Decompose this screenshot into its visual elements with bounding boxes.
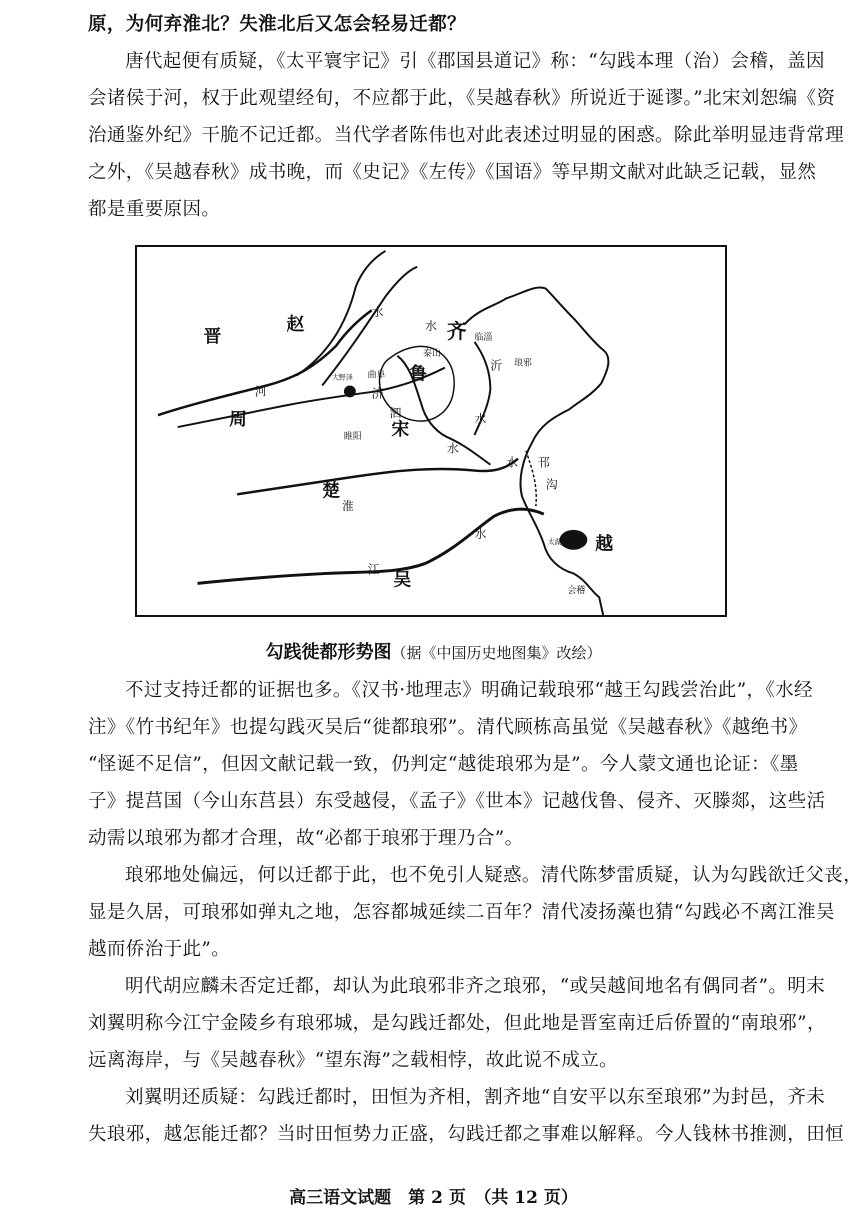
text-line: 原，为何弃淮北？失淮北后又怎会轻易迁都？ xyxy=(88,14,467,35)
text-line: 明代胡应麟未否定迁都，却认为此琅邪非齐之琅邪，“或吴越间地名有偶同者”。明末 xyxy=(125,976,826,997)
label-shui-2: 水 xyxy=(425,319,437,334)
label-qufu: 曲阜 xyxy=(367,370,386,381)
text-line: 显是久居，可琅邪如弹丸之地，怎容都城延续二百年？清代凌扬藻也猜“勾践必不离江淮吴 xyxy=(88,902,835,923)
river-hangou xyxy=(526,451,536,506)
label-zhao: 赵 xyxy=(286,314,305,336)
text-line: 越而侨治于此”。 xyxy=(88,939,231,960)
map-figure xyxy=(135,245,727,617)
label-yi: 沂 xyxy=(490,358,503,373)
dayeze-lake xyxy=(344,385,356,397)
label-jiang: 江 xyxy=(367,562,380,577)
text-line: 唐代起便有质疑，《太平寰宇记》引《郡国县道记》称：“勾践本理（治）会稽，盖因 xyxy=(125,51,825,72)
paragraph-tianheng xyxy=(88,1079,845,1153)
paragraph-doubts xyxy=(88,43,845,228)
page-footer: 高三语文试题 第 2 页 （共 12 页） xyxy=(289,1188,578,1208)
label-taishan: 泰山 xyxy=(423,348,441,359)
text-line: 远离海岸，与《吴越春秋》“望东海”之载相悖，故此说不成立。 xyxy=(88,1050,619,1071)
label-shui-1: 水 xyxy=(371,305,384,320)
label-wu: 吴 xyxy=(393,569,412,591)
intro-paragraph xyxy=(88,6,788,43)
label-huai: 淮 xyxy=(341,499,354,514)
label-shui-5: 水 xyxy=(506,455,519,470)
label-zhou: 周 xyxy=(229,409,248,431)
paragraph-remote xyxy=(88,857,863,968)
paragraph-support xyxy=(88,672,826,857)
text-line: 失琅邪，越怎能迁都？当时田恒势力正盛，勾践迁都之事难以解释。今人钱林书推测，田恒 xyxy=(88,1124,845,1145)
label-song: 宋 xyxy=(391,418,410,440)
label-chu: 楚 xyxy=(322,480,340,502)
text-line: 治通鉴外纪》干脆不记迁都。当代学者陈伟也对此表述过明显的困惑。除此举明显违背常理 xyxy=(88,125,845,146)
label-taihu: 太湖 xyxy=(547,537,562,546)
label-shui-6: 水 xyxy=(474,526,487,541)
label-qi: 齐 xyxy=(446,320,467,344)
text-line: “怪诞不足信”，但因文献记载一致，仍判定“越徙琅邪为是”。今人蒙文通也论证：《墨 xyxy=(88,754,799,775)
label-gou: 沟 xyxy=(545,477,558,492)
label-langya: 琅邪 xyxy=(514,358,532,369)
text-line: 子》提莒国（今山东莒县）东受越侵，《孟子》《世本》记越伐鲁、侵齐、灭滕郯，这些活 xyxy=(88,791,826,812)
text-line: 刘翼明称今江宁金陵乡有琅邪城，是勾践迁都处，但此地是晋室南迁后侨置的“南琅邪”， xyxy=(88,1013,826,1034)
paragraph-ming xyxy=(88,968,826,1079)
text-line: 注》《竹书纪年》也提勾践灭吴后“徙都琅邪”。清代顾栋高虽觉《吴越春秋》《越绝书》 xyxy=(88,717,808,738)
label-lu: 鲁 xyxy=(409,363,428,385)
label-jin: 晋 xyxy=(203,325,222,347)
text-line: 会诸侯于河，权于此观望经旬，不应都于此，《吴越春秋》所说近于诞谬。”北宋刘恕编《资 xyxy=(88,88,836,109)
label-si: 泗 xyxy=(389,406,402,421)
label-dayeze: 大野泽 xyxy=(332,373,353,382)
label-ji: 济 xyxy=(371,386,384,401)
river-huai xyxy=(237,459,518,495)
text-line: 动需以琅邪为都才合理，故“必都于琅邪于理乃合”。 xyxy=(88,828,524,849)
label-linzi: 临淄 xyxy=(474,332,493,343)
map-svg xyxy=(137,247,725,615)
taihu-lake xyxy=(560,530,588,550)
label-yue: 越 xyxy=(595,533,614,555)
text-line: 之外，《吴越春秋》成书晚，而《史记》《左传》《国语》等早期文献对此缺乏记载，显然 xyxy=(88,162,817,183)
text-line: 不过支持迁都的证据也多。《汉书·地理志》明确记载琅邪“越王勾践尝治此”，《水经 xyxy=(125,680,813,701)
label-he: 河 xyxy=(254,384,267,399)
text-line: 都是重要原因。 xyxy=(88,199,221,220)
label-han: 邗 xyxy=(537,455,550,470)
caption-title: 勾践徙都形势图 xyxy=(265,642,392,663)
label-shui-4: 水 xyxy=(446,441,459,456)
caption-note: （据《中国历史地图集》改绘） xyxy=(391,644,602,662)
text-line: 琅邪地处偏远，何以迁都于此，也不免引人疑惑。清代陈梦雷质疑，认为勾践欲迁父丧， xyxy=(125,865,863,886)
river-shui xyxy=(322,267,417,386)
text-line: 刘翼明还质疑：勾践迁都时，田恒为齐相，割齐地“自安平以东至琅邪”为封邑，齐未 xyxy=(125,1087,826,1108)
label-kuaiji: 会稽 xyxy=(567,586,586,597)
label-shui-3: 水 xyxy=(474,412,487,427)
label-suiyang: 睢阳 xyxy=(343,431,362,442)
map-caption xyxy=(0,638,867,664)
